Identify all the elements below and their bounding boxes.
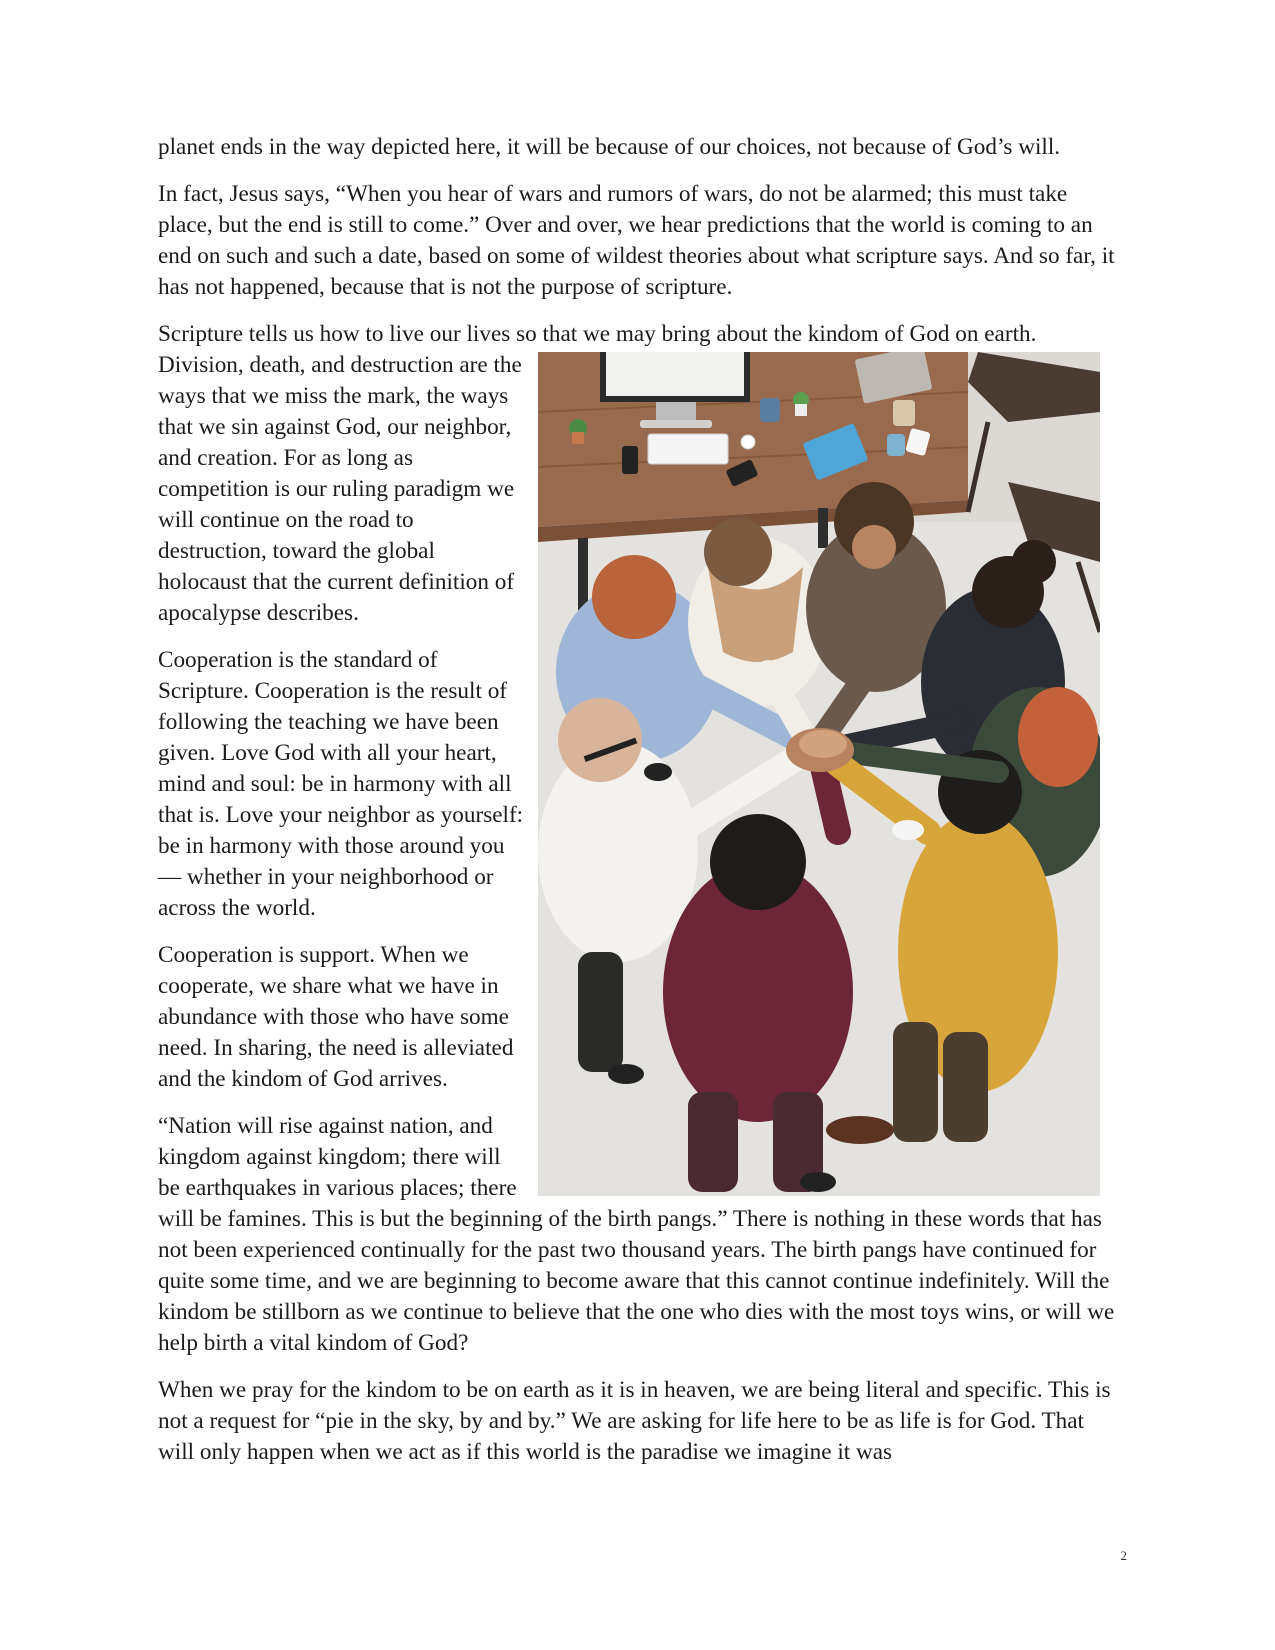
paragraph-3	[158, 319, 1118, 629]
paragraph-1: planet ends in the way depicted here, it will be because of our choices, not because of God’s will.	[158, 134, 1061, 160]
paragraph-6: “Nation will rise against nation, and kingdom against kingdom; there will be earthquakes in various places; there will be famines. This is but the beginning of the birth pangs.” There is nothing in these words that has not been experienced continually for the past two thousand years. The birth pangs have continued for quite some time, and we are beginning to become aware that this cannot continue indefinitely. Will the kindom be stillborn as we continue to believe that the one who dies with the most toys wins, or will we help birth a vital kindom of God?	[158, 1113, 1115, 1356]
paragraph-4: Cooperation is the standard of Scripture. Cooperation is the result of following the teaching we have been given. Love God with all your heart, mind and soul: be in harmony with all that is. Love your neighbor as yourself: be in harmony with those around you — whether in your neighborhood or across the world.	[158, 647, 524, 921]
page-number: 2	[1120, 1548, 1127, 1563]
team-photo-illustration	[538, 352, 1100, 1196]
paragraph-7: When we pray for the kindom to be on earth as it is in heaven, we are being literal and specific. This is not a request for “pie in the sky, by and by.” We are asking for life here to be as life is for God. That will only happen when we act as if this world is the paradise we imagine it was	[158, 1377, 1111, 1465]
body-text	[158, 132, 1118, 1484]
paragraph-3-first-line: Scripture tells us how to live our lives so that we may bring about the kindom of God on earth.	[158, 321, 1037, 347]
team-photo	[538, 352, 1100, 1196]
paragraph-3-body: Division, death, and destruction are the ways that we miss the mark, the ways that we sin against God, our neighbor, and creation. For as long as competition is our ruling paradigm we will continue on the road to destruction, toward the global holocaust that the current definition of apocalypse describes.	[158, 352, 522, 626]
paragraph-2: In fact, Jesus says, “When you hear of wars and rumors of wars, do not be alarmed; this must take place, but the end is still to come.” Over and over, we hear predictions that the world is coming to an end on such and such a date, based on some of wildest theories about what scripture says. And so far, it has not happened, because that is not the purpose of scripture.	[158, 181, 1115, 300]
paragraph-5: Cooperation is support. When we cooperate, we share what we have in abundance with those who have some need. In sharing, the need is alleviated and the kindom of God arrives.	[158, 942, 514, 1092]
